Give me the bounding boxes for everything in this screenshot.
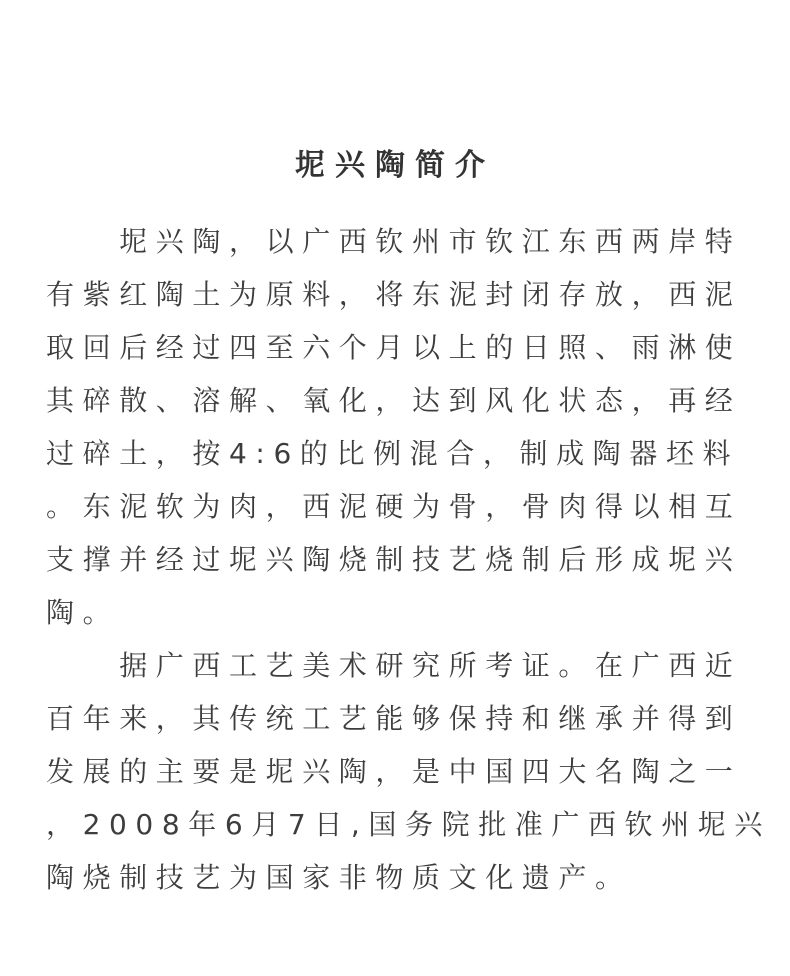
text-line: 据广西工艺美术研究所考证。在广西近 [46,649,742,682]
text-line: 陶。 [46,596,120,629]
text-line: 有紫红陶土为原料，将东泥封闭存放，西泥 [46,278,742,311]
text-line: 。东泥软为肉，西泥硬为骨，骨肉得以相互 [46,490,742,523]
text-line: ，2008年6月7日,国务院批准广西钦州坭兴 [46,808,771,841]
text-line: 过碎土，按4:6的比例混合，制成陶器坯料 [46,437,740,470]
text-line: 坭兴陶，以广西钦州市钦江东西两岸特 [46,225,742,258]
text-line: 取回后经过四至六个月以上的日照、雨淋使 [46,331,742,364]
text-line: 发展的主要是坭兴陶，是中国四大名陶之一 [46,755,742,788]
text-line: 其碎散、溶解、氧化，达到风化状态，再经 [46,384,742,417]
article-title: 坭兴陶简介 [295,148,495,183]
text-line: 支撑并经过坭兴陶烧制技艺烧制后形成坭兴 [46,543,742,576]
text-line: 陶烧制技艺为国家非物质文化遗产。 [46,861,632,894]
text-line: 百年来，其传统工艺能够保持和继承并得到 [46,702,742,735]
